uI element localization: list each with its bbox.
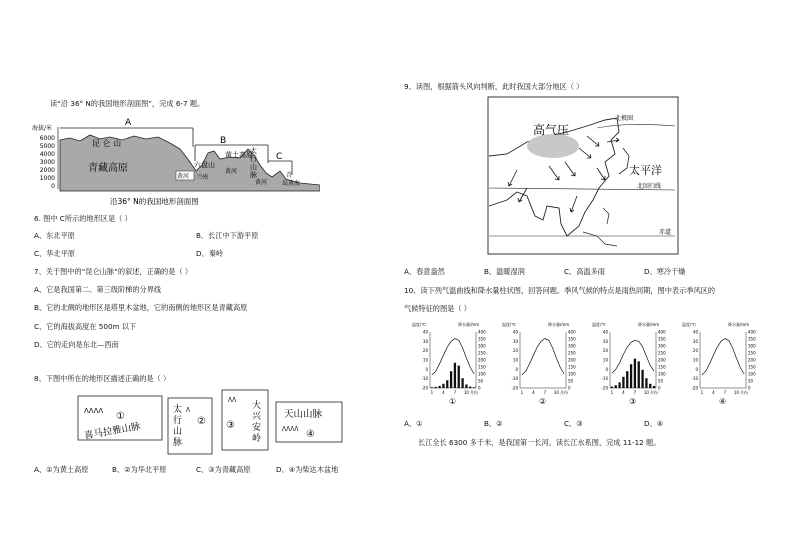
temp-tick: 40 [692, 329, 698, 335]
high-pressure-area [527, 134, 579, 158]
month-tick: 10 [643, 390, 649, 395]
mountain-symbols: ᐱᐱᐱᐱ [84, 407, 104, 415]
chart-number: ④ [719, 397, 727, 406]
precip-bar [458, 366, 460, 388]
temp-axis-label: 温度/℃ [682, 322, 696, 327]
profile-ylabel: 海拔/米 [32, 125, 53, 132]
precip-bar [618, 382, 620, 388]
temp-tick: 10 [692, 357, 698, 363]
temp-curve [612, 340, 654, 373]
month-tick: 1 [700, 390, 704, 395]
qzgy-label: 青藏高原 [88, 163, 128, 174]
precip-tick: 0 [658, 385, 661, 391]
precip-tick: 50 [658, 378, 664, 384]
precip-axis-label: 降水量/mm [548, 322, 570, 327]
profile-ytick: 1000 [39, 175, 55, 182]
q10-option-a: A、① [404, 419, 423, 428]
temp-axis-label: 温度/℃ [502, 322, 516, 327]
taihang-char: 行 [250, 155, 257, 163]
q10-option-b: B、② [484, 419, 503, 428]
precip-bar [626, 371, 628, 388]
temp-tick: -10 [421, 376, 428, 382]
temp-tick: 30 [602, 338, 608, 344]
temp-tick: 0 [605, 366, 608, 372]
precip-bar [465, 385, 467, 389]
month-tick: 4 [532, 390, 535, 395]
precip-tick: 350 [478, 336, 486, 342]
month-tick: 7 [453, 390, 457, 395]
temp-tick: -20 [511, 385, 518, 391]
huanghe-label-2: 黄河 [225, 168, 238, 175]
month-tick: 10 [733, 390, 739, 395]
month-tick: 4 [622, 390, 625, 395]
q7-stem: 7、关于图中的“昆仑山脉”的叙述，正确的是（ ） [34, 267, 193, 276]
q6-option-b: B、长江中下游平原 [196, 231, 259, 240]
mountain-symbols: ᐱ [186, 407, 191, 414]
profile-ytick: 0 [51, 183, 55, 190]
precip-bar [645, 378, 647, 388]
arctic-circle-label: 北极圈 [615, 115, 634, 122]
climate-chart-4 [680, 318, 768, 410]
month-tick: 10 [463, 390, 469, 395]
precip-tick: 300 [658, 343, 666, 349]
precip-tick: 50 [478, 378, 484, 384]
month-tick: 7 [723, 390, 727, 395]
precip-bar [630, 364, 632, 388]
precip-tick: 0 [748, 385, 751, 391]
taihang-char: 山 [250, 163, 257, 171]
temp-tick: 20 [422, 348, 428, 354]
q8-stem: 8、下图中所在的地形区描述正确的是（ ） [34, 374, 171, 383]
precip-tick: 400 [748, 329, 756, 335]
segment-a-label: A [125, 118, 132, 128]
precip-axis-label: 降水量/mm [458, 322, 480, 327]
temp-tick: 20 [602, 348, 608, 354]
q9-option-a: A、春意盎然 [404, 267, 445, 276]
q7-option-a: A、它是我国第二、第三级阶梯的分界线 [34, 285, 162, 294]
precip-axis-label: 降水量/mm [638, 322, 660, 327]
box3-char: 安 [252, 423, 262, 433]
huanghai-label: 岛黄海 [282, 180, 301, 187]
precip-bar [431, 387, 433, 388]
month-tick: 7 [633, 390, 637, 395]
q10-option-c: C、③ [564, 419, 583, 428]
box3-char: 岭 [252, 434, 262, 444]
precip-bar [473, 387, 475, 388]
box3-char: 兴 [252, 412, 262, 422]
huanghe-label-3: 黄河 [255, 179, 268, 186]
box2-char: 脉 [173, 438, 183, 448]
q6-option-a: A、东北平原 [34, 231, 75, 240]
precip-tick: 150 [658, 364, 666, 370]
chart-number: ③ [629, 397, 637, 406]
box2-number: ② [197, 416, 206, 427]
precip-tick: 200 [568, 357, 576, 363]
chart-number: ② [539, 397, 547, 406]
terrain-profile-figure [30, 113, 320, 213]
temp-tick: -10 [691, 376, 698, 382]
q8-landform-boxes [72, 386, 372, 458]
precip-bar [442, 384, 444, 388]
precip-axis-label: 降水量/mm [728, 322, 750, 327]
profile-ytick: 2000 [39, 167, 55, 174]
temp-tick: 20 [692, 348, 698, 354]
temp-tick: 30 [692, 338, 698, 344]
q7-option-b: B、它的北侧的地形区是塔里木盆地，它的南侧的地形区是青藏高原 [34, 303, 248, 312]
q9-stem: 9、读图，根据箭头风向判断，此时我国大部分地区（ ） [404, 82, 584, 91]
precip-tick: 100 [568, 371, 576, 377]
equator-label: 赤道 [659, 229, 672, 236]
q10-option-d: D、④ [644, 419, 664, 428]
precip-tick: 350 [748, 336, 756, 342]
temp-curve [702, 339, 744, 375]
profile-ytick: 3000 [39, 159, 55, 166]
q10-stem-line1: 10、读下列气温曲线和降水量柱状图，回答问题。季风气候的特点是雨热同期，图中表示季风区的 [404, 286, 716, 295]
q10-stem-line2: 气候特征的图是（ ） [404, 304, 471, 313]
box2-char: 山 [173, 427, 183, 437]
temp-tick: 40 [602, 329, 608, 335]
precip-bar [611, 387, 613, 388]
precip-bar [622, 377, 624, 388]
precip-bar [454, 363, 456, 388]
precip-tick: 350 [658, 336, 666, 342]
mountain-symbols: ᐱᐱᐱᐱ [282, 426, 299, 433]
precip-tick: 400 [568, 329, 576, 335]
liupan-label: 六盘山 [194, 161, 215, 169]
temp-tick: 0 [695, 366, 698, 372]
precip-bar [446, 380, 448, 388]
kunlun-label: 昆 仑 山 [92, 139, 122, 148]
box1-name: 喜马拉雅山脉 [83, 421, 142, 442]
month-axis-label: 月份 [650, 390, 658, 395]
segment-c-label: C [276, 152, 283, 162]
precip-bar [653, 386, 655, 388]
qing-label: 青 [286, 172, 293, 179]
precip-bar [435, 387, 437, 388]
precip-tick: 150 [748, 364, 756, 370]
temp-tick: -20 [691, 385, 698, 391]
q9-option-c: C、高温多雨 [564, 267, 605, 276]
temp-tick: 40 [422, 329, 428, 335]
temp-tick: -20 [421, 385, 428, 391]
profile-caption: 沿36° N的我国地形剖面图 [110, 197, 199, 206]
profile-ytick: 4000 [39, 151, 55, 158]
precip-tick: 200 [478, 357, 486, 363]
precip-tick: 300 [748, 343, 756, 349]
month-tick: 1 [610, 390, 614, 395]
q8-option-d: D、④为柴达木盆地 [276, 465, 339, 474]
box2-char: 行 [173, 416, 183, 426]
month-axis-label: 月份 [740, 390, 748, 395]
temp-tick: 20 [512, 348, 518, 354]
precip-tick: 250 [748, 350, 756, 356]
precip-bar [649, 384, 651, 388]
lanzhou-label: 兰州 [196, 174, 209, 181]
box3-number: ③ [226, 420, 235, 431]
precip-bar [638, 361, 640, 388]
month-axis-label: 月份 [470, 390, 478, 395]
month-axis-label: 月份 [560, 390, 568, 395]
intro-6-7: 读“沿 36° N的我国地形剖面图”，完成 6-7 题。 [50, 99, 205, 108]
precip-tick: 100 [658, 371, 666, 377]
month-tick: 4 [712, 390, 715, 395]
q6-stem: 6. 图中 C所示的地形区是（ ） [34, 214, 132, 223]
high-pressure-label: 高气压 [533, 123, 570, 137]
temp-tick: 10 [422, 357, 428, 363]
temp-tick: 40 [512, 329, 518, 335]
precip-tick: 400 [658, 329, 666, 335]
precip-tick: 50 [748, 378, 754, 384]
temp-tick: 30 [512, 338, 518, 344]
precip-tick: 100 [748, 371, 756, 377]
chart-number: ① [449, 397, 457, 406]
precip-tick: 250 [568, 350, 576, 356]
precip-bar [634, 359, 636, 388]
q8-option-b: B、②为华北平原 [112, 465, 167, 474]
climate-chart-1 [410, 318, 498, 410]
temp-axis-label: 温度/℃ [592, 322, 606, 327]
precip-tick: 200 [658, 357, 666, 363]
precip-tick: 300 [478, 343, 486, 349]
profile-ytick: 5000 [39, 143, 55, 150]
precip-tick: 100 [478, 371, 486, 377]
temp-curve [522, 339, 564, 375]
tropic-label: 北回归线 [637, 183, 662, 190]
q6-option-c: C、华北平原 [34, 249, 75, 258]
monsoon-map [487, 96, 679, 256]
precip-tick: 150 [478, 364, 486, 370]
month-tick: 1 [430, 390, 434, 395]
box4-number: ④ [306, 429, 315, 440]
temp-tick: 10 [512, 357, 518, 363]
intro-11-12: 长江全长 6300 多千米，是我国第一长河。读长江水系图，完成 11-12 题。 [418, 438, 661, 447]
precip-tick: 50 [568, 378, 574, 384]
temp-axis-label: 温度/℃ [412, 322, 426, 327]
temp-tick: -10 [511, 376, 518, 382]
q8-option-c: C、③为青藏高原 [196, 465, 251, 474]
precip-tick: 0 [568, 385, 571, 391]
precip-bar [438, 386, 440, 388]
climate-chart-2 [500, 318, 588, 410]
precip-bar [450, 371, 452, 388]
q9-option-d: D、寒冷干燥 [644, 267, 686, 276]
box4-name: 天山山脉 [284, 409, 323, 420]
precip-tick: 300 [568, 343, 576, 349]
temp-tick: 0 [425, 366, 428, 372]
box1-number: ① [116, 411, 125, 422]
precip-tick: 250 [478, 350, 486, 356]
q7-option-d: D、它的走向是东北—西南 [34, 340, 119, 349]
month-tick: 1 [520, 390, 524, 395]
month-tick: 7 [543, 390, 547, 395]
box2-char: 太 [173, 405, 183, 415]
precip-tick: 0 [478, 385, 481, 391]
box3-char: 大 [252, 401, 262, 411]
taihang-char: 脉 [250, 171, 257, 179]
month-tick: 10 [553, 390, 559, 395]
precip-tick: 150 [568, 364, 576, 370]
profile-yticks [40, 135, 55, 190]
precip-tick: 400 [478, 329, 486, 335]
precip-tick: 350 [568, 336, 576, 342]
temp-tick: 30 [422, 338, 428, 344]
precip-tick: 250 [658, 350, 666, 356]
q9-option-b: B、温暖湿润 [484, 267, 525, 276]
climate-chart-3 [590, 318, 678, 410]
q7-option-c: C、它的海拔高度在 500m 以下 [34, 322, 137, 331]
profile-ytick: 6000 [39, 135, 55, 142]
precip-bar [615, 385, 617, 388]
temp-tick: -10 [601, 376, 608, 382]
huanghe-label-1: 黄河 [177, 173, 190, 180]
temp-tick: 10 [602, 357, 608, 363]
temp-curve [432, 339, 474, 375]
q6-option-d: D、秦岭 [196, 249, 224, 258]
temp-tick: -20 [601, 385, 608, 391]
precip-bar [641, 370, 643, 388]
mountain-symbols: ᐱᐱ [228, 397, 237, 404]
segment-b-label: B [220, 136, 227, 146]
climate-charts [410, 318, 770, 410]
month-tick: 4 [442, 390, 445, 395]
taihang-char: 太 [250, 147, 257, 155]
taihang-vertical [250, 146, 257, 179]
huangtu-label: 黄土高原 [225, 151, 253, 159]
precip-bar [461, 378, 463, 388]
q8-option-a: A、①为黄土高原 [34, 465, 89, 474]
precip-bar [469, 387, 471, 388]
precip-tick: 200 [748, 357, 756, 363]
temp-tick: 0 [515, 366, 518, 372]
pacific-label: 太平洋 [629, 164, 662, 177]
